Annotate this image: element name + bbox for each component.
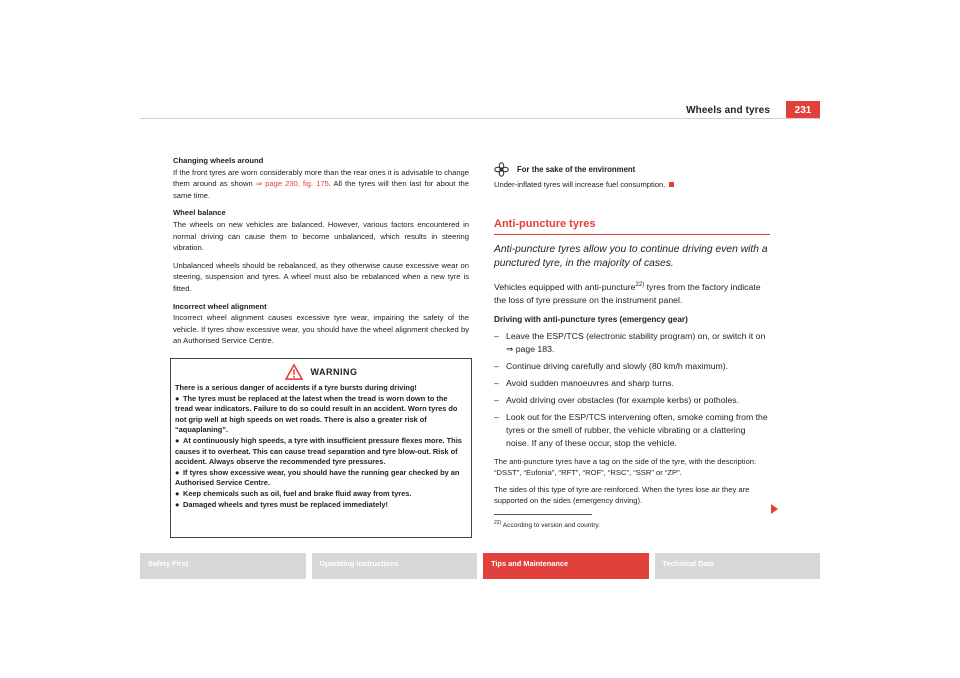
environment-text-row bbox=[494, 179, 770, 191]
page-number: 231 bbox=[786, 101, 820, 119]
paragraph-wheel-alignment: Incorrect wheel alignment causes excessive tyre wear, impairing the safety of the vehicle. If tyres show excessive wear, you should have the wheel alignment checked by an Authorised Service Centre. bbox=[173, 313, 469, 346]
dash-marker: – bbox=[494, 361, 499, 372]
warning-header bbox=[171, 361, 471, 383]
heading-changing-wheels: Changing wheels around bbox=[173, 156, 264, 165]
footnote-divider bbox=[494, 514, 592, 515]
list-item bbox=[494, 330, 770, 356]
warning-intro: There is a serious danger of accidents if a tyre bursts during driving! bbox=[175, 383, 417, 392]
header-divider bbox=[140, 118, 820, 119]
heading-wheel-balance: Wheel balance bbox=[173, 208, 226, 218]
list-item bbox=[494, 394, 770, 407]
warning-bullet-text: Damaged wheels and tyres must be replaced immediately! bbox=[183, 499, 388, 509]
list-item-text: Leave the ESP/TCS (electronic stability program) on, or switch it on ⇒ page 183. bbox=[506, 331, 766, 355]
footnote bbox=[494, 518, 770, 532]
section-end-mark bbox=[669, 182, 674, 187]
bullet-icon: ● bbox=[175, 393, 180, 403]
text-part: If the front tyres are worn considerably more than the rear ones it is advisable to change them around as shown bbox=[173, 167, 469, 189]
text-part: tyres from the factory indicate the loss of tyre pressure on the instrument panel. bbox=[494, 282, 761, 306]
bullet-icon: ● bbox=[175, 435, 180, 445]
flower-icon bbox=[494, 162, 509, 177]
heading-wheel-alignment: Incorrect wheel alignment bbox=[173, 301, 267, 311]
list-item-text: Continue driving carefully and slowly (80 km/h maximum). bbox=[506, 361, 729, 372]
environment-title: For the sake of the environment bbox=[517, 164, 636, 174]
left-column bbox=[173, 155, 469, 353]
warning-title: WARNING bbox=[310, 367, 358, 377]
section-title-antipuncture: Anti-puncture tyres bbox=[494, 219, 770, 236]
footnote-reference: 22) bbox=[635, 282, 645, 289]
bullet-icon: ● bbox=[175, 467, 180, 477]
dash-marker: – bbox=[494, 395, 499, 406]
warning-bullet bbox=[175, 436, 467, 468]
environment-heading bbox=[494, 162, 770, 177]
list-item bbox=[494, 360, 770, 373]
note-tag-description: The anti-puncture tyres have a tag on the side of the tyre, with the description: “DSST”, “Eufonia”, “RFT”, “ROF”, “RSC”, “SSR” or “ZP”. bbox=[494, 457, 757, 478]
warning-bullet bbox=[175, 500, 467, 511]
warning-bullet bbox=[175, 394, 467, 436]
dash-marker: – bbox=[494, 412, 499, 423]
footnote-number: 22) bbox=[494, 520, 502, 527]
bullet-icon: ● bbox=[175, 499, 180, 509]
warning-bullet-text: At continuously high speeds, a tyre with insufficient pressure flexes more. This causes it to overheat. This can cause tread separation and tyre blow-out. Risk of accident. Always observe the recommended tyre pressures. bbox=[175, 435, 462, 467]
warning-bullet-text: Keep chemicals such as oil, fuel and brake fluid away from tyres. bbox=[183, 488, 412, 498]
warning-bullet bbox=[175, 489, 467, 500]
text-part: Vehicles equipped with anti-puncture bbox=[494, 282, 636, 293]
tab-tips-and-maintenance[interactable]: Tips and Maintenance bbox=[483, 553, 649, 579]
list-item-text: Look out for the ESP/TCS intervening often, smoke coming from the tyres or the smell of rubber, the vehicle vibrating or a clattering noise. If any of these occur, stop the vehicle. bbox=[506, 412, 768, 449]
emergency-driving-heading: Driving with anti-puncture tyres (emergency gear) bbox=[494, 315, 688, 325]
section-subtitle: Anti-puncture tyres allow you to continue driving even with a punctured tyre, in the majority of cases. bbox=[494, 244, 768, 270]
warning-body bbox=[171, 383, 471, 510]
bullet-icon: ● bbox=[175, 488, 180, 498]
list-item-text: Avoid sudden manoeuvres and sharp turns. bbox=[506, 378, 674, 389]
dash-marker: – bbox=[494, 331, 499, 342]
next-page-arrow-icon[interactable] bbox=[771, 504, 778, 514]
list-item bbox=[494, 377, 770, 390]
footnote-text: According to version and country. bbox=[502, 522, 601, 530]
dash-marker: – bbox=[494, 378, 499, 389]
tab-safety-first[interactable]: Safety First bbox=[140, 553, 306, 579]
warning-bullet-text: If tyres show excessive wear, you should have the running gear checked by an Authorised Service Centre. bbox=[175, 467, 460, 488]
text-part: . All the tyres will then last for about the same time. bbox=[173, 179, 470, 200]
tab-technical-data[interactable]: Technical Data bbox=[655, 553, 821, 579]
warning-triangle-icon bbox=[285, 364, 303, 380]
right-column bbox=[494, 162, 770, 532]
antipuncture-intro bbox=[494, 279, 770, 307]
warning-bullet-text: The tyres must be replaced at the latest when the tread is worn down to the tread wear indicators. Failure to do so could result in an accident. Worn tyres do not grip well at high speeds on wet roads. There is also a greater risk of “aquaplaning”. bbox=[175, 393, 458, 435]
paragraph-rebalance: Unbalanced wheels should be rebalanced, as they otherwise cause excessive wear on steering, suspension and tyres. A wheel must also be rebalanced when a new tyre is fitted. bbox=[173, 260, 469, 293]
paragraph-changing-wheels bbox=[173, 167, 469, 202]
environment-text: Under-inflated tyres will increase fuel consumption. bbox=[494, 180, 666, 189]
paragraph-wheel-balance: The wheels on new vehicles are balanced. However, various factors encountered in normal driving can cause them to become unbalanced, which results in steering vibration. bbox=[173, 219, 469, 253]
page-header-title: Wheels and tyres bbox=[686, 105, 770, 116]
tab-operating-instructions[interactable]: Operating instructions bbox=[312, 553, 478, 579]
list-item bbox=[494, 411, 770, 450]
warning-box bbox=[170, 358, 472, 538]
note-reinforced-sides: The sides of this type of tyre are reinforced. When the tyres lose air they are supported on the sides (emergency driving). bbox=[494, 485, 750, 506]
list-item-text: Avoid driving over obstacles (for example kerbs) or potholes. bbox=[506, 395, 740, 406]
warning-bullet bbox=[175, 468, 467, 489]
page-reference-link[interactable]: ⇒ page 230, fig. 175 bbox=[255, 179, 329, 189]
footer-navigation bbox=[140, 553, 820, 579]
